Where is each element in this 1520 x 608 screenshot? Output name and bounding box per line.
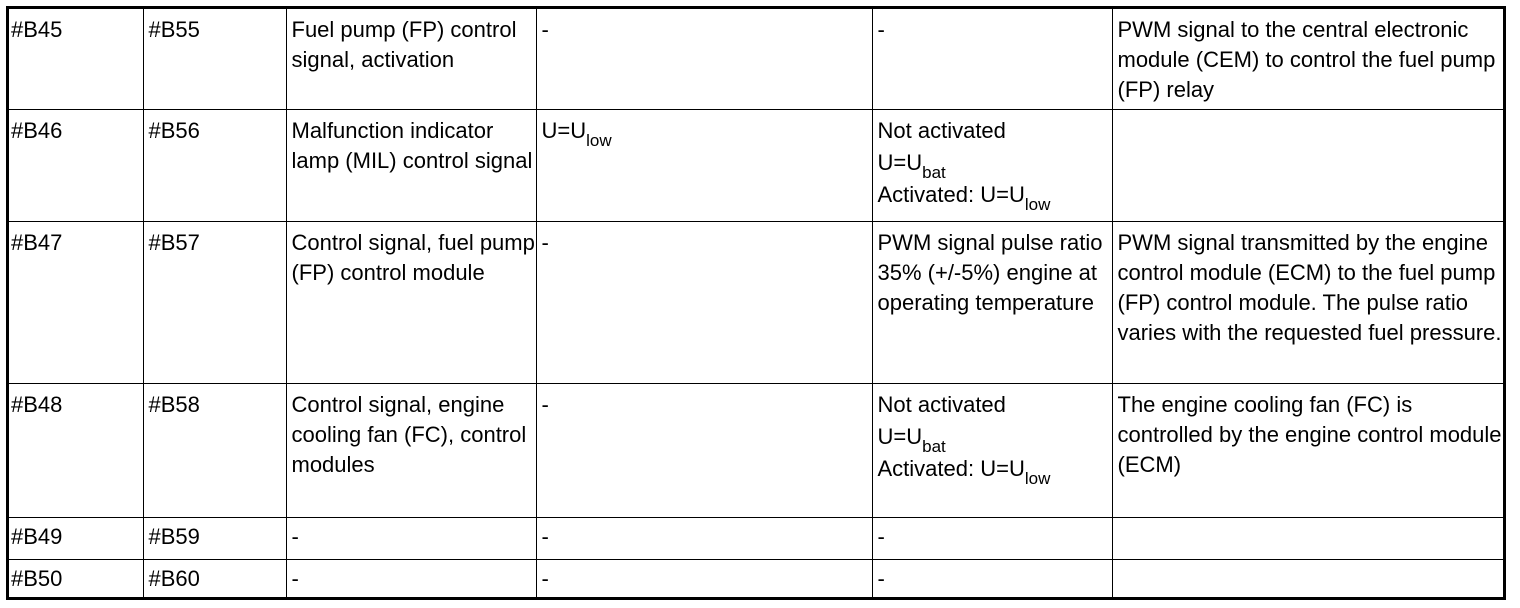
pin-id-alt-cell: #B57 (143, 221, 286, 383)
condition-line (877, 422, 1112, 456)
pin-id-cell: #B45 (9, 9, 143, 109)
condition-cell (872, 383, 1112, 517)
description-cell: - (286, 559, 536, 597)
pin-id-cell: #B47 (9, 221, 143, 383)
table-row (9, 9, 1503, 109)
description-cell: Control signal, engine cooling fan (FC), control modules (286, 383, 536, 517)
table-row (9, 517, 1503, 559)
condition-cell: - (872, 517, 1112, 559)
condition-cell: - (872, 559, 1112, 597)
condition-base: Activated: U=U (877, 181, 1025, 207)
value-cell: - (536, 9, 872, 109)
description-cell: Control signal, fuel pump (FP) control module (286, 221, 536, 383)
pin-id-alt-cell: #B59 (143, 517, 286, 559)
table-row (9, 221, 1503, 383)
value-cell: - (536, 383, 872, 517)
condition-cell: PWM signal pulse ratio 35% (+/-5%) engine at operating temperature (872, 221, 1112, 383)
condition-line: Not activated (877, 391, 1006, 417)
description-cell: Malfunction indicator lamp (MIL) control signal (286, 109, 536, 221)
value-cell: - (536, 221, 872, 383)
notes-cell: The engine cooling fan (FC) is controlled by the engine control module (ECM) (1112, 383, 1503, 517)
value-cell (536, 109, 872, 221)
notes-cell: PWM signal transmitted by the engine control module (ECM) to the fuel pump (FP) control module. The pulse ratio varies with the requested fuel pressure. (1112, 221, 1503, 383)
pin-id-alt-cell: #B55 (143, 9, 286, 109)
condition-line (877, 180, 1112, 214)
condition-cell (872, 109, 1112, 221)
condition-line: Not activated (877, 117, 1006, 143)
value-subscript: low (586, 130, 612, 150)
notes-cell (1112, 559, 1503, 597)
pin-id-cell: #B46 (9, 109, 143, 221)
pin-id-cell: #B50 (9, 559, 143, 597)
pin-id-alt-cell: #B58 (143, 383, 286, 517)
description-cell: - (286, 517, 536, 559)
condition-subscript: bat (922, 162, 946, 182)
table-row (9, 109, 1503, 221)
pin-id-alt-cell: #B56 (143, 109, 286, 221)
condition-cell: - (872, 9, 1112, 109)
pin-table (6, 6, 1506, 600)
table-row (9, 383, 1503, 517)
value-cell: - (536, 517, 872, 559)
condition-base: U=U (877, 423, 923, 449)
pin-table-grid (9, 9, 1503, 597)
condition-line (877, 148, 1112, 182)
condition-subscript: low (1024, 194, 1051, 214)
condition-base: U=U (877, 149, 923, 175)
condition-line (877, 454, 1112, 488)
pin-id-cell: #B49 (9, 517, 143, 559)
notes-cell: PWM signal to the central electronic module (CEM) to control the fuel pump (FP) relay (1112, 9, 1503, 109)
value-base: U=U (541, 117, 587, 143)
value-cell: - (536, 559, 872, 597)
pin-id-alt-cell: #B60 (143, 559, 286, 597)
condition-subscript: bat (922, 436, 946, 456)
table-row (9, 559, 1503, 597)
notes-cell (1112, 109, 1503, 221)
condition-base: Activated: U=U (877, 455, 1025, 481)
description-cell: Fuel pump (FP) control signal, activation (286, 9, 536, 109)
pin-id-cell: #B48 (9, 383, 143, 517)
condition-subscript: low (1024, 468, 1051, 488)
notes-cell (1112, 517, 1503, 559)
